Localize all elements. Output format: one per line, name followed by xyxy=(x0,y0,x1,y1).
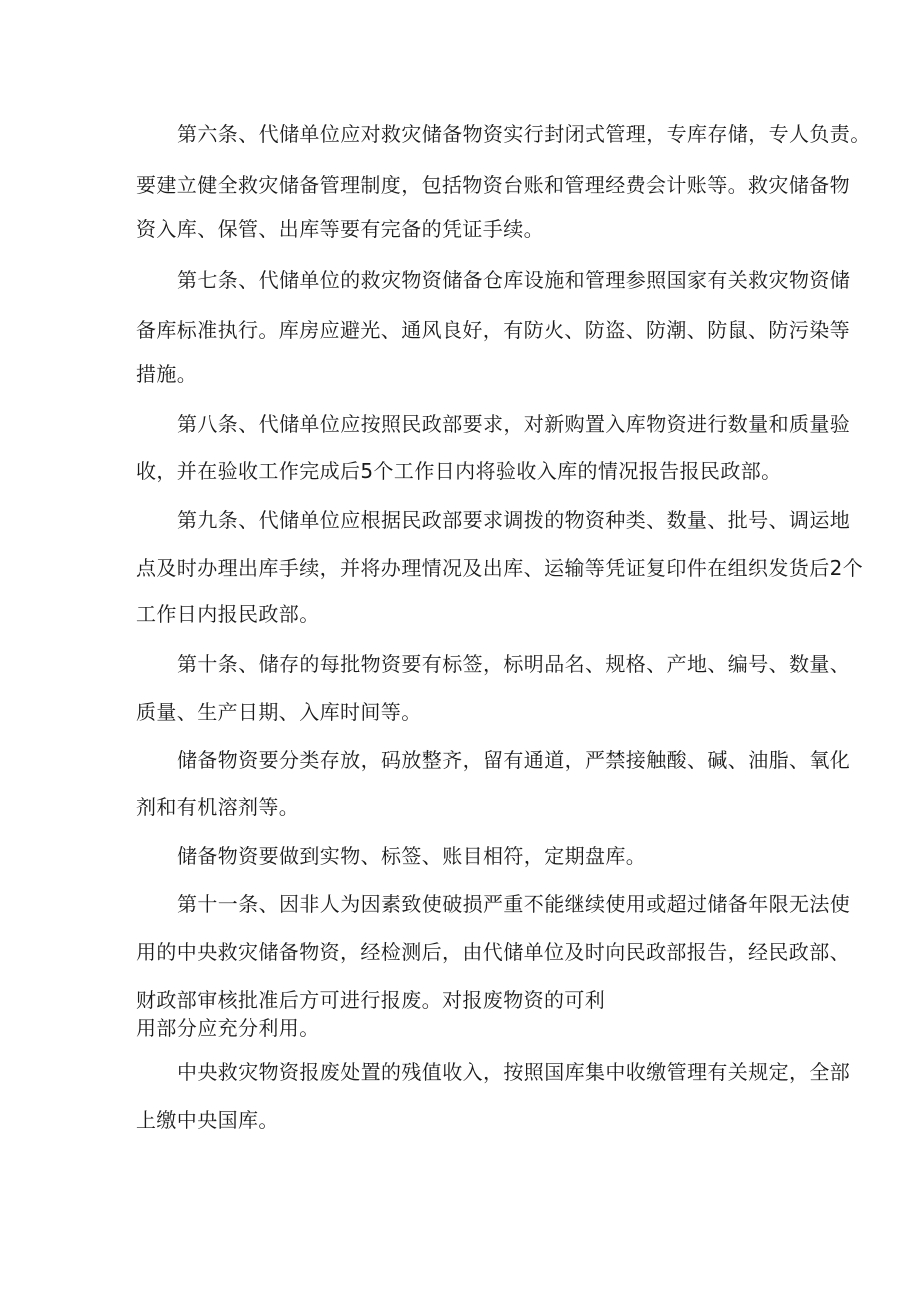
residual-value-line-2: 上缴中央国库。 xyxy=(136,1108,279,1132)
article-11-line-1: 第十一条、因非人为因素致使破损严重不能继续使用或超过储备年限无法使 xyxy=(177,892,851,916)
article-7-line-3: 措施。 xyxy=(136,362,198,386)
article-6-line-2: 要建立健全救灾储备管理制度，包括物资台账和管理经费会计账等。救灾储备物 xyxy=(136,173,850,197)
residual-value-line-1: 中央救灾物资报废处置的残值收入，按照国库集中收缴管理有关规定，全部 xyxy=(177,1060,851,1084)
article-11-line-4: 用部分应充分利用。 xyxy=(136,1016,320,1040)
article-7-line-1: 第七条、代储单位的救灾物资储备仓库设施和管理参照国家有关救灾物资储 xyxy=(177,268,851,292)
article-10-line-1: 第十条、储存的每批物资要有标签，标明品名、规格、产地、编号、数量、 xyxy=(177,652,851,676)
article-11-line-3: 财政部审核批准后方可进行报废。对报废物资的可利 xyxy=(136,988,606,1012)
article-9-line-3: 工作日内报民政部。 xyxy=(136,602,320,626)
article-11-line-2: 用的中央救灾储备物资，经检测后，由代储单位及时向民政部报告，经民政部、 xyxy=(136,940,850,964)
article-8-line-2: 收，并在验收工作完成后5个工作日内将验收入库的情况报告报民政部。 xyxy=(136,459,782,483)
article-8-line-1: 第八条、代储单位应按照民政部要求，对新购置入库物资进行数量和质量验 xyxy=(177,412,851,436)
article-10-line-2: 质量、生产日期、入库时间等。 xyxy=(136,700,422,724)
storage-classification-line-1: 储备物资要分类存放，码放整齐，留有通道，严禁接触酸、碱、油脂、氧化 xyxy=(177,748,851,772)
storage-classification-line-2: 剂和有机溶剂等。 xyxy=(136,795,300,819)
article-6-line-3: 资入库、保管、出库等要有完备的凭证手续。 xyxy=(136,217,544,241)
article-6-line-1: 第六条、代储单位应对救灾储备物资实行封闭式管理，专库存储，专人负责。 xyxy=(177,122,871,146)
storage-consistency-line-1: 储备物资要做到实物、标签、账目相符，定期盘库。 xyxy=(177,844,647,868)
article-7-line-2: 备库标准执行。库房应避光、通风良好，有防火、防盗、防潮、防鼠、防污染等 xyxy=(136,318,850,342)
article-9-line-1: 第九条、代储单位应根据民政部要求调拨的物资种类、数量、批号、调运地 xyxy=(177,508,851,532)
article-9-line-2: 点及时办理出库手续，并将办理情况及出库、运输等凭证复印件在组织发货后2个 xyxy=(136,556,864,580)
